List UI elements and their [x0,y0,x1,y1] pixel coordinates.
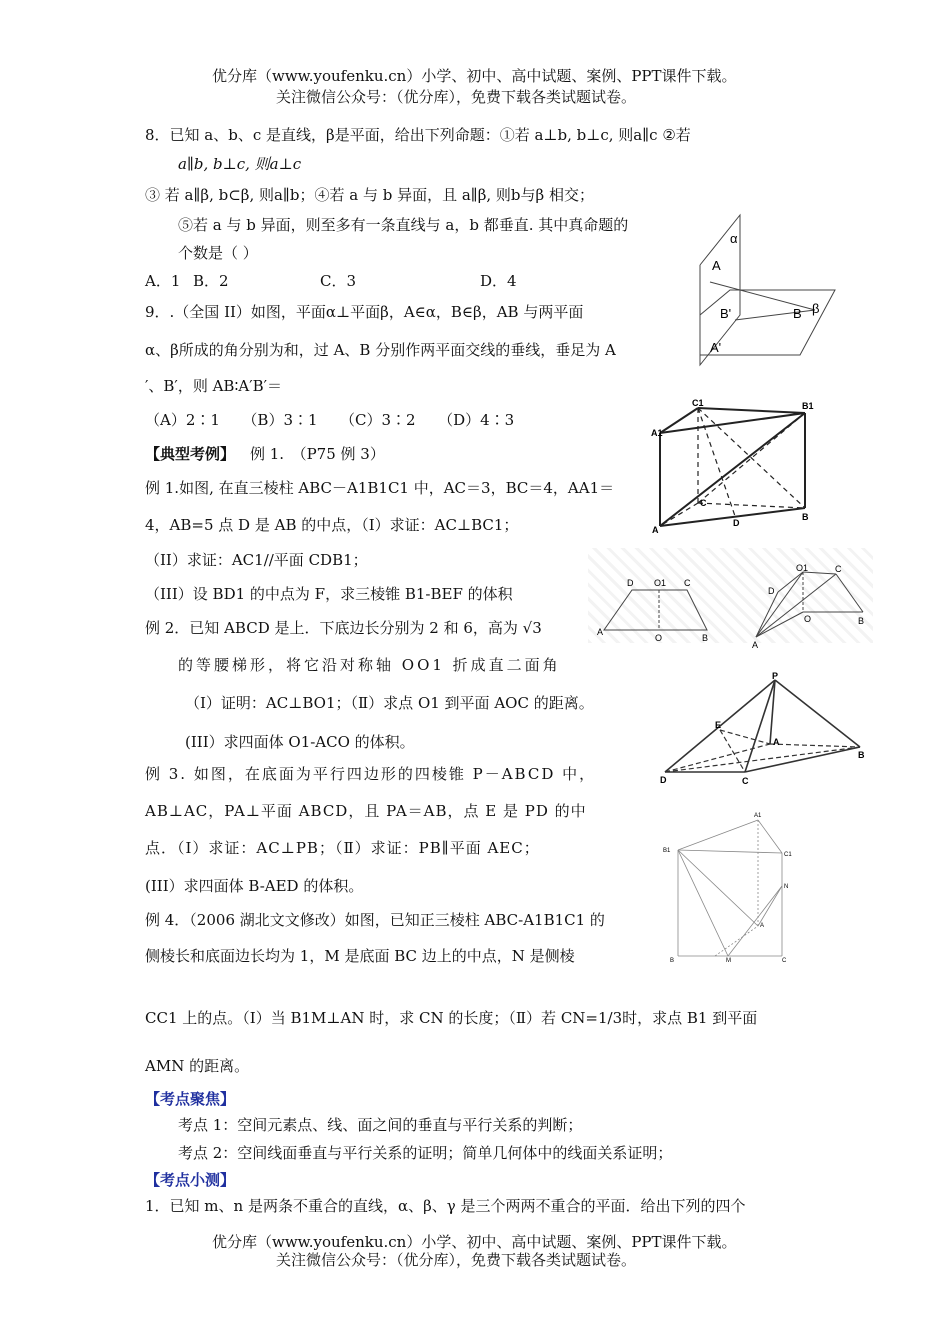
fig6-label-A1: A1 [754,813,762,819]
fig2-label-A: A [652,525,659,535]
fig5-label-C: C [742,776,749,786]
ex4-line1: 例 4．（2006 湖北文文修改）如图，已知正三棱柱 ABC-A1B1C1 的 [145,911,605,929]
q8-line3: ③ 若 a∥β, b⊂β, 则a∥b；④若 a 与 b 异面，且 a∥β, 则b与β 相交； [145,186,594,204]
figure-regular-prism [660,808,800,968]
fig2-label-B: B [802,512,809,522]
fig4-label-O: O [804,614,812,624]
ex3-line3: 点．（Ⅰ）求证：AC⊥PB；（Ⅱ）求证：PB∥平面 AEC； [145,839,540,857]
ex4-line4: AMN 的距离。 [145,1057,250,1075]
ex3-line2: AB⊥AC，PA⊥平面 ABCD，且 PA＝AB，点 E 是 PD 的中 [145,802,587,820]
fig1-label-alpha: α [730,231,738,246]
fig4-label-O1: O1 [796,563,809,573]
q8-line1: 8．已知 a、b、c 是直线，β是平面，给出下列命题：①若 a⊥b, b⊥c, 则a∥c ②若 [145,126,691,144]
q8-line2: a∥b, b⊥c, 则a⊥c [178,155,302,173]
ex3-line4: (III）求四面体 B-AED 的体积。 [145,877,364,895]
q8-line5: 个数是（ ） [178,244,258,262]
fig3-label-C: C [684,578,691,588]
page-footer-line2: 关注微信公众号：（优分库），免费下载各类试题试卷。 [276,1251,637,1269]
ex2-line2: 的等腰梯形，将它沿对称轴 OO1 折成直二面角 [178,656,561,674]
fig3-label-O: O [655,633,663,643]
figure-perpendicular-planes [690,210,840,370]
fig3-label-B: B [702,633,709,643]
fig3-label-D: D [627,578,634,588]
q8-option-c: C．3 [320,272,357,290]
ex1-line4: （III）设 BD1 的中点为 F，求三棱锥 B1-BEF 的体积 [145,585,513,603]
quiz-line1: 1．已知 m、n 是两条不重合的直线，α、β、γ 是三个两两不重合的平面．给出下列的四个 [145,1197,746,1215]
fig5-label-A: A [773,737,780,747]
fig6-label-N: N [784,884,789,890]
figure-trapezoid [592,575,717,645]
fig6-label-B: B [670,958,675,964]
q8-option-b: B．2 [193,272,229,290]
fig5-label-D: D [660,775,667,785]
fig6-label-A: A [760,923,765,929]
fig2-label-B1: B1 [802,401,814,411]
focus-point-1: 考点 1：空间元素点、线、面之间的垂直与平行关系的判断； [178,1116,583,1134]
quiz-heading: 【考点小测】 [145,1171,236,1189]
fig4-label-C: C [835,564,842,574]
fig4-label-D: D [768,586,775,596]
ex1-line3: （II）求证：AC1//平面 CDB1； [145,551,368,569]
fig6-label-M: M [726,958,731,964]
ex2-line3: （Ⅰ）证明：AC⊥BO1；（Ⅱ）求点 O1 到平面 AOC 的距离。 [185,694,594,712]
figure-triangular-prism [650,398,820,538]
page-footer-line1: 优分库（www.youfenku.cn）小学、初中、高中试题、案例、PPT课件下载。 [212,1233,737,1251]
typical-heading: 【典型考例】 [145,445,236,463]
fig5-label-P: P [772,672,779,681]
ex2-line4: (III）求四面体 O1-ACO 的体积。 [185,733,415,751]
ex4-line3: CC1 上的点。（Ⅰ）当 B1M⊥AN 时，求 CN 的长度；（Ⅱ）若 CN=1/3时，求点 B1 到平面 [145,1009,758,1027]
fig1-label-Aprime: A' [710,340,722,355]
focus-heading: 【考点聚焦】 [145,1090,236,1108]
fig4-label-B: B [858,616,865,626]
fig1-label-B: B [793,306,802,321]
figure-pyramid [660,672,870,787]
q8-option-a: A．1 [145,272,181,290]
page-header-line2: 关注微信公众号：（优分库），免费下载各类试题试卷。 [276,88,637,106]
fig5-label-E: E [715,720,722,730]
fig3-label-O1: O1 [654,578,667,588]
fig6-label-C1: C1 [784,852,792,858]
fig2-label-C: C [700,498,707,508]
fig5-label-B: B [858,750,865,760]
fig1-label-Bprime: B' [720,306,732,321]
q9-options: （A）2∶1 （B）3∶1 （C）3∶2 （D）4∶3 [145,411,515,429]
fig6-label-C: C [782,958,787,964]
typical-ref: 例 1. （P75 例 3） [250,445,385,463]
focus-point-2: 考点 2：空间线面垂直与平行关系的证明；简单几何体中的线面关系证明； [178,1144,673,1162]
fig2-label-C1: C1 [692,398,704,408]
q9-line3: ′、B′，则 AB∶A′B′＝ [145,377,283,395]
q9-line2: α、β所成的角分别为和，过 A、B 分别作两平面交线的垂线，垂足为 A [145,341,616,359]
q9-line1: 9．.（全国 II）如图，平面α⊥平面β，A∈α，B∈β，AB 与两平面 [145,303,584,321]
fig6-label-B1: B1 [663,848,671,854]
fig1-label-A: A [712,258,721,273]
ex1-line1: 例 1.如图, 在直三棱柱 ABC－A1B1C1 中，AC＝3，BC＝4，AA1＝ [145,479,615,497]
figure-folded-trapezoid [748,562,873,652]
page-header-line1: 优分库（www.youfenku.cn）小学、初中、高中试题、案例、PPT课件下载。 [212,67,737,85]
ex2-line1: 例 2．已知 ABCD 是上．下底边长分别为 2 和 6，高为 √3 [145,619,542,637]
fig2-label-D: D [733,518,740,528]
q8-line4: ⑤若 a 与 b 异面，则至多有一条直线与 a，b 都垂直. 其中真命题的 [178,216,629,234]
ex3-line1: 例 3. 如图，在底面为平行四边形的四棱锥 P－ABCD 中， [145,765,597,783]
q8-option-d: D．4 [480,272,517,290]
fig4-label-A: A [752,640,759,650]
fig3-label-A: A [597,627,604,637]
ex1-line2: 4，AB=5 点 D 是 AB 的中点，（I）求证：AC⊥BC1； [145,516,519,534]
ex4-line2: 侧棱长和底面边长均为 1，M 是底面 BC 边上的中点，N 是侧棱 [145,947,575,965]
fig1-label-beta: β [812,301,820,316]
fig2-label-A1: A1 [651,428,663,438]
